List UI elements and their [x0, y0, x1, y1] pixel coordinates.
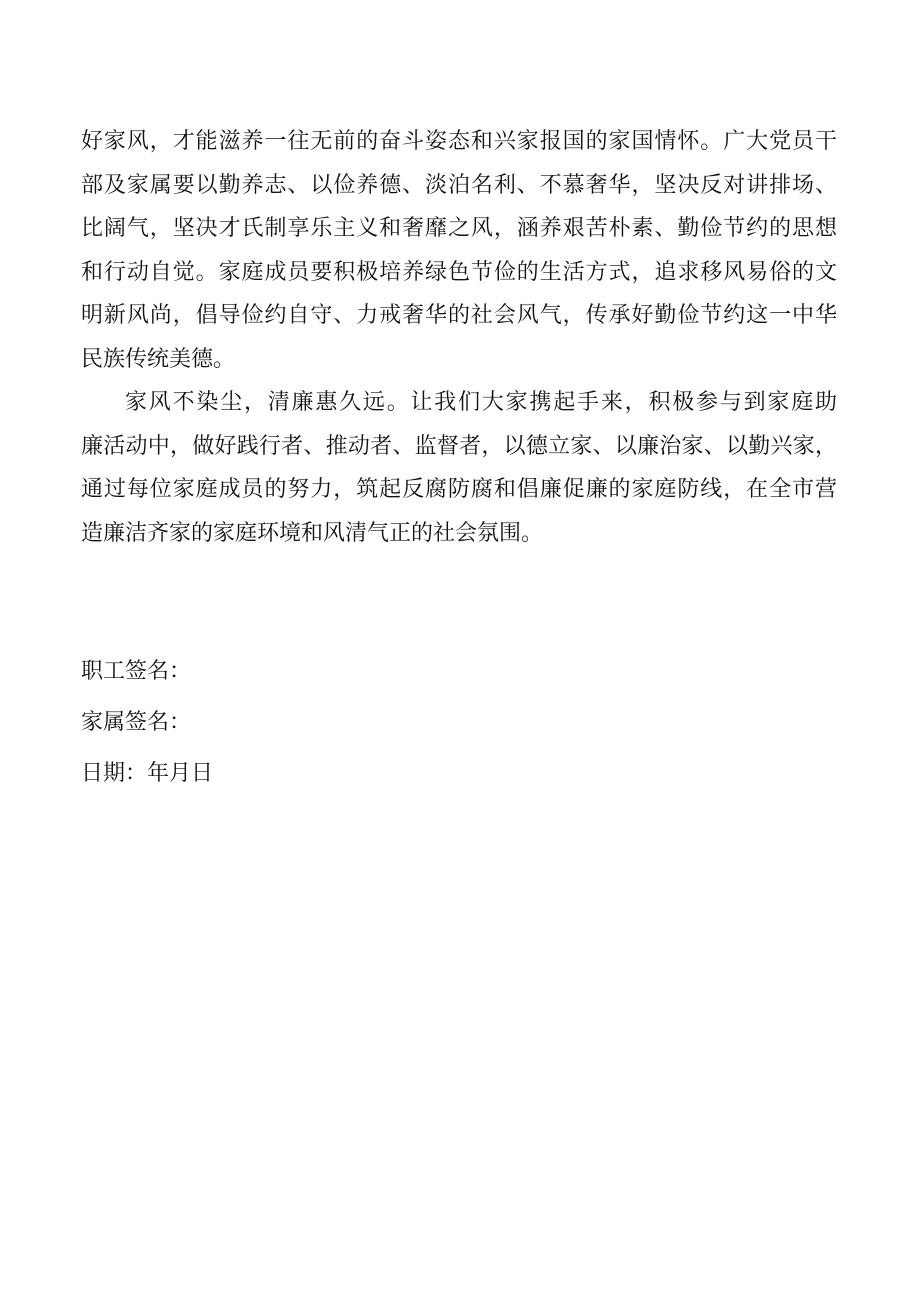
paragraph-1-line-4: 和行动自觉。家庭成员要积极培养绿色节俭的生活方式，追求移风易俗的文	[81, 259, 837, 285]
document-body	[81, 120, 837, 555]
paragraph-2-line-2: 廉活动中，做好践行者、推动者、监督者，以德立家、以廉治家、以勤兴家，	[81, 433, 837, 459]
family-signature-label: 家属签名：	[81, 710, 192, 735]
paragraph-1-line-3: 比阔气，坚决才氏制享乐主义和奢靡之风，涵养艰苦朴素、勤俭节约的思想	[81, 216, 837, 241]
paragraph-2-line-3: 通过每位家庭成员的努力，筑起反腐防腐和倡廉促廉的家庭防线，在全市营	[81, 477, 837, 502]
paragraph-1-line-1: 好家风，才能滋养一往无前的奋斗姿态和兴家报国的家国情怀。广大党员干	[81, 129, 837, 154]
date-label: 日期：年月日	[81, 761, 214, 786]
employee-signature-label: 职工签名：	[81, 659, 192, 684]
paragraph-2-line-4: 造廉洁齐家的家庭环境和风清气正的社会氛围。	[81, 520, 544, 546]
paragraph-1-line-5: 明新风尚，倡导俭约自守、力戒奢华的社会风气，传承好勤俭节约这一中华	[81, 303, 837, 328]
paragraph-1-line-6: 民族传统美德。	[81, 346, 236, 372]
paragraph-2-line-1: 家风不染尘，清廉惠久远。让我们大家携起手来，积极参与到家庭助	[125, 390, 837, 415]
paragraph-1-line-2: 部及家属要以勤养志、以俭养德、淡泊名利、不慕奢华，坚决反对讲排场、	[81, 172, 837, 198]
signature-block	[81, 646, 213, 799]
